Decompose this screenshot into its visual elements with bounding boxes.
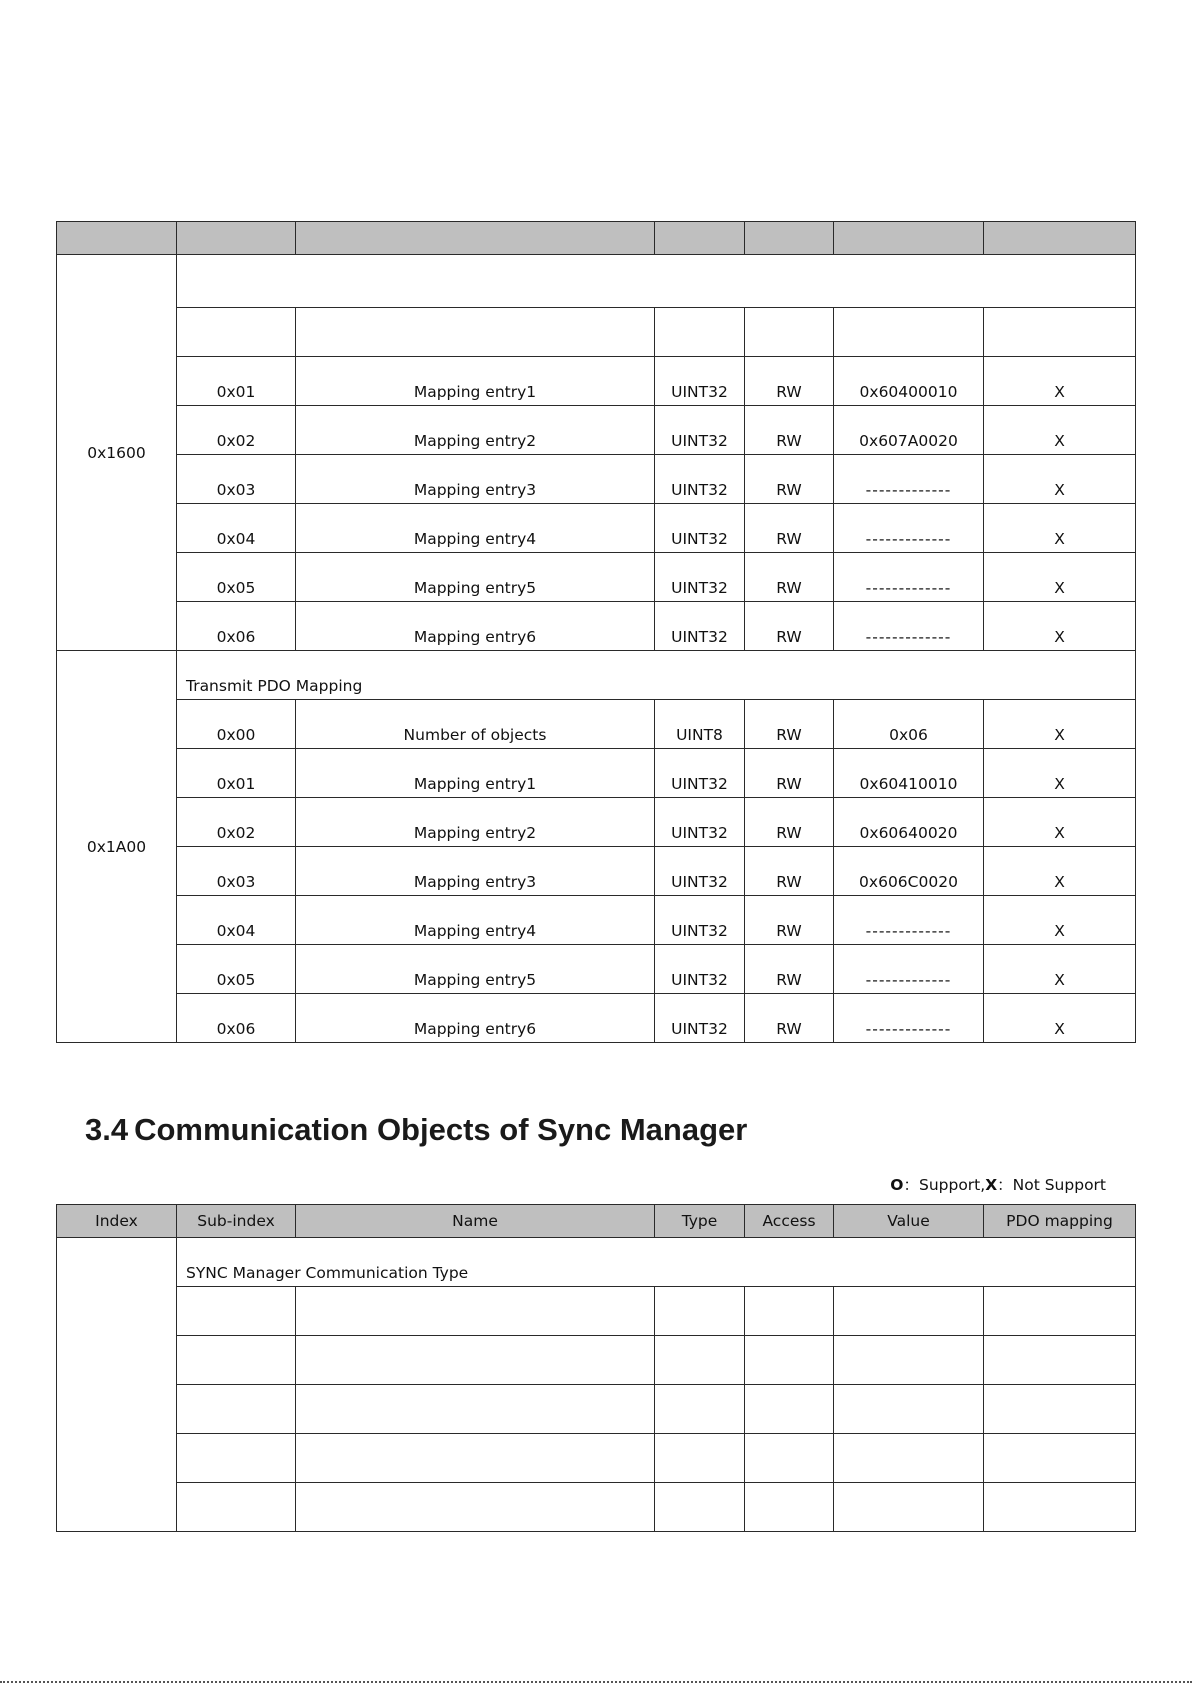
- header-pdo-mapping: PDO mapping: [984, 1205, 1136, 1238]
- access-cell: RW: [745, 357, 834, 406]
- group-row: [57, 255, 1136, 308]
- access-cell: RW: [745, 749, 834, 798]
- group-row: [57, 651, 1136, 700]
- pdo-mapping-cell: [984, 1483, 1136, 1532]
- type-cell: UINT32: [655, 357, 745, 406]
- value-cell: 0x606C0020: [834, 847, 984, 896]
- type-cell: UINT32: [655, 455, 745, 504]
- value-cell: [834, 1287, 984, 1336]
- legend-support-key: O: [890, 1176, 904, 1194]
- value-cell: -------------: [834, 945, 984, 994]
- table-row: [57, 1483, 1136, 1532]
- type-cell: [655, 1287, 745, 1336]
- value-cell: 0x60640020: [834, 798, 984, 847]
- access-cell: RW: [745, 896, 834, 945]
- pdo-mapping-cell: X: [984, 553, 1136, 602]
- name-cell: [296, 308, 655, 357]
- pdo-mapping-cell: [984, 308, 1136, 357]
- header-type: Type: [655, 1205, 745, 1238]
- value-cell: [834, 1434, 984, 1483]
- access-cell: RW: [745, 847, 834, 896]
- type-cell: [655, 1336, 745, 1385]
- section-number: 3.4: [85, 1112, 129, 1147]
- page-footer-divider: [0, 1681, 1192, 1683]
- name-cell: Number of objects: [296, 700, 655, 749]
- pdo-mapping-table: [56, 221, 1136, 1043]
- type-cell: [655, 1385, 745, 1434]
- name-cell: Mapping entry6: [296, 602, 655, 651]
- name-cell: Mapping entry1: [296, 749, 655, 798]
- header-access: Access: [745, 1205, 834, 1238]
- pdo-mapping-cell: X: [984, 357, 1136, 406]
- table-header-row: [57, 1205, 1136, 1238]
- table-row: [57, 308, 1136, 357]
- name-cell: [296, 1336, 655, 1385]
- table-row: [57, 504, 1136, 553]
- subindex-cell: 0x04: [177, 504, 296, 553]
- subindex-cell: [177, 308, 296, 357]
- table-row: [57, 700, 1136, 749]
- value-cell: -------------: [834, 553, 984, 602]
- subindex-cell: 0x03: [177, 847, 296, 896]
- name-cell: Mapping entry4: [296, 504, 655, 553]
- subindex-cell: 0x05: [177, 553, 296, 602]
- header-cell: [834, 222, 984, 255]
- subindex-cell: [177, 1385, 296, 1434]
- name-cell: [296, 1287, 655, 1336]
- value-cell: 0x60400010: [834, 357, 984, 406]
- pdo-mapping-cell: X: [984, 994, 1136, 1043]
- table-row: [57, 602, 1136, 651]
- value-cell: [834, 308, 984, 357]
- type-cell: UINT32: [655, 602, 745, 651]
- access-cell: RW: [745, 945, 834, 994]
- index-cell: 0x1A00: [57, 651, 177, 1043]
- table-row: [57, 749, 1136, 798]
- name-cell: Mapping entry6: [296, 994, 655, 1043]
- group-label: [177, 255, 1136, 308]
- type-cell: UINT32: [655, 553, 745, 602]
- value-cell: 0x06: [834, 700, 984, 749]
- header-cell: [655, 222, 745, 255]
- sync-manager-table: [56, 1204, 1136, 1532]
- value-cell: -------------: [834, 504, 984, 553]
- header-cell: [745, 222, 834, 255]
- access-cell: RW: [745, 504, 834, 553]
- pdo-mapping-cell: X: [984, 749, 1136, 798]
- value-cell: 0x60410010: [834, 749, 984, 798]
- pdo-mapping-cell: X: [984, 455, 1136, 504]
- pdo-mapping-cell: [984, 1434, 1136, 1483]
- value-cell: -------------: [834, 602, 984, 651]
- subindex-cell: 0x00: [177, 700, 296, 749]
- value-cell: -------------: [834, 994, 984, 1043]
- name-cell: Mapping entry3: [296, 847, 655, 896]
- value-cell: [834, 1385, 984, 1434]
- table-row: [57, 945, 1136, 994]
- header-cell: [57, 222, 177, 255]
- access-cell: RW: [745, 553, 834, 602]
- legend-not-support-text: ：Not Support: [997, 1176, 1106, 1194]
- name-cell: Mapping entry2: [296, 798, 655, 847]
- access-cell: [745, 1336, 834, 1385]
- pdo-mapping-cell: [984, 1336, 1136, 1385]
- pdo-mapping-cell: [984, 1287, 1136, 1336]
- legend-not-support-key: X: [985, 1176, 998, 1194]
- name-cell: Mapping entry5: [296, 945, 655, 994]
- pdo-mapping-cell: X: [984, 700, 1136, 749]
- access-cell: [745, 1434, 834, 1483]
- access-cell: RW: [745, 994, 834, 1043]
- type-cell: [655, 308, 745, 357]
- subindex-cell: 0x06: [177, 602, 296, 651]
- header-index: Index: [57, 1205, 177, 1238]
- value-cell: [834, 1336, 984, 1385]
- table-row: [57, 994, 1136, 1043]
- subindex-cell: 0x05: [177, 945, 296, 994]
- type-cell: UINT32: [655, 847, 745, 896]
- type-cell: UINT32: [655, 749, 745, 798]
- table-header-row: [57, 222, 1136, 255]
- table-row: [57, 553, 1136, 602]
- subindex-cell: 0x04: [177, 896, 296, 945]
- table-row: [57, 847, 1136, 896]
- index-cell: 0x1600: [57, 255, 177, 651]
- value-cell: [834, 1483, 984, 1532]
- subindex-cell: 0x02: [177, 406, 296, 455]
- name-cell: Mapping entry4: [296, 896, 655, 945]
- group-row: [57, 1238, 1136, 1287]
- name-cell: [296, 1434, 655, 1483]
- header-sub-index: Sub-index: [177, 1205, 296, 1238]
- table-row: [57, 455, 1136, 504]
- type-cell: UINT32: [655, 994, 745, 1043]
- pdo-mapping-cell: X: [984, 504, 1136, 553]
- access-cell: RW: [745, 602, 834, 651]
- section-heading: [85, 1112, 747, 1148]
- value-cell: -------------: [834, 455, 984, 504]
- name-cell: Mapping entry3: [296, 455, 655, 504]
- table-row: [57, 1385, 1136, 1434]
- access-cell: RW: [745, 406, 834, 455]
- type-cell: UINT8: [655, 700, 745, 749]
- table-row: [57, 1434, 1136, 1483]
- group-label: SYNC Manager Communication Type: [177, 1238, 1136, 1287]
- access-cell: RW: [745, 700, 834, 749]
- type-cell: UINT32: [655, 504, 745, 553]
- header-cell: [296, 222, 655, 255]
- group-label: Transmit PDO Mapping: [177, 651, 1136, 700]
- table-row: [57, 1287, 1136, 1336]
- access-cell: RW: [745, 455, 834, 504]
- pdo-mapping-cell: X: [984, 945, 1136, 994]
- subindex-cell: [177, 1336, 296, 1385]
- table-row: [57, 406, 1136, 455]
- section-title: Communication Objects of Sync Manager: [134, 1112, 748, 1147]
- header-value: Value: [834, 1205, 984, 1238]
- pdo-mapping-cell: [984, 1385, 1136, 1434]
- table-row: [57, 798, 1136, 847]
- type-cell: UINT32: [655, 896, 745, 945]
- index-cell: [57, 1238, 177, 1532]
- table-row: [57, 896, 1136, 945]
- name-cell: Mapping entry2: [296, 406, 655, 455]
- subindex-cell: 0x03: [177, 455, 296, 504]
- name-cell: [296, 1483, 655, 1532]
- value-cell: 0x607A0020: [834, 406, 984, 455]
- pdo-mapping-cell: X: [984, 602, 1136, 651]
- table-row: [57, 357, 1136, 406]
- subindex-cell: [177, 1483, 296, 1532]
- support-legend: [890, 1173, 1106, 1195]
- access-cell: [745, 1483, 834, 1532]
- subindex-cell: 0x02: [177, 798, 296, 847]
- subindex-cell: [177, 1434, 296, 1483]
- pdo-mapping-cell: X: [984, 798, 1136, 847]
- subindex-cell: [177, 1287, 296, 1336]
- pdo-mapping-cell: X: [984, 406, 1136, 455]
- header-cell: [177, 222, 296, 255]
- type-cell: [655, 1483, 745, 1532]
- pdo-mapping-cell: X: [984, 896, 1136, 945]
- name-cell: Mapping entry1: [296, 357, 655, 406]
- access-cell: [745, 1287, 834, 1336]
- header-name: Name: [296, 1205, 655, 1238]
- subindex-cell: 0x01: [177, 357, 296, 406]
- subindex-cell: 0x01: [177, 749, 296, 798]
- access-cell: [745, 1385, 834, 1434]
- pdo-mapping-cell: X: [984, 847, 1136, 896]
- subindex-cell: 0x06: [177, 994, 296, 1043]
- name-cell: [296, 1385, 655, 1434]
- name-cell: Mapping entry5: [296, 553, 655, 602]
- type-cell: UINT32: [655, 798, 745, 847]
- header-cell: [984, 222, 1136, 255]
- value-cell: -------------: [834, 896, 984, 945]
- type-cell: UINT32: [655, 406, 745, 455]
- access-cell: [745, 308, 834, 357]
- access-cell: RW: [745, 798, 834, 847]
- table-row: [57, 1336, 1136, 1385]
- type-cell: [655, 1434, 745, 1483]
- type-cell: UINT32: [655, 945, 745, 994]
- legend-support-text: ：Support,: [903, 1176, 986, 1194]
